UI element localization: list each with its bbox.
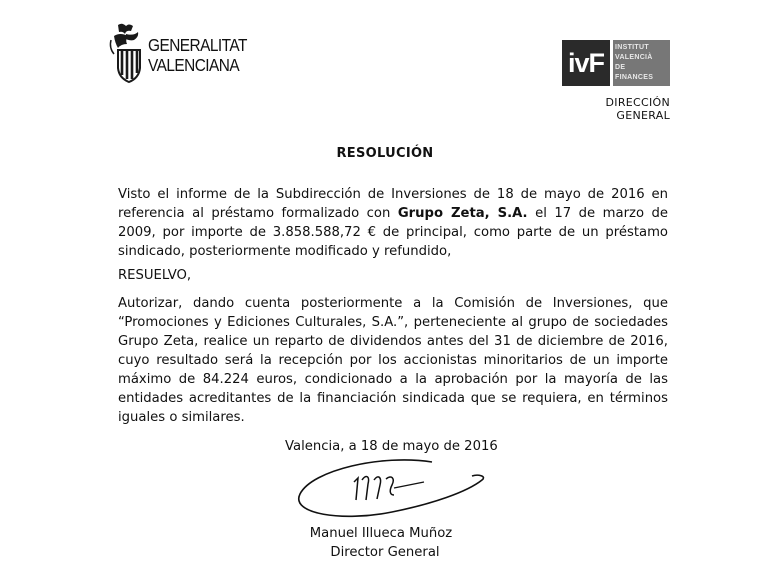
ivf-inst-line: INSTITUT	[615, 44, 649, 51]
ivf-logo	[562, 40, 670, 90]
signatory-name: Manuel Illueca Muñoz	[309, 526, 453, 541]
signatory-block	[0, 524, 770, 562]
paragraph-visto	[118, 185, 668, 261]
generalitat-wordmark	[148, 35, 247, 75]
resuelvo-heading: RESUELVO,	[118, 268, 192, 283]
department-label	[606, 96, 671, 122]
signatory-role: Director General	[330, 545, 440, 560]
generalitat-logo	[108, 22, 248, 92]
paragraph-autorizar: Autorizar, dando cuenta posteriormente a la Comisión de Inversiones, que “Promociones y Ediciones Culturales, S.A.”, perteneciente al grupo de sociedades Grupo Zeta, realice un reparto de dividendos antes del 31 de diciembre de 2016, cuyo resultado será la recepción por los accionistas minoritarios de un importe máximo de 84.224 euros, condicionado a la aprobación por la mayoría de las entidades acreditantes de la financiación sindicada que se requiera, en términos iguales o similares.	[118, 296, 668, 425]
ivf-institution-name	[613, 40, 670, 86]
ivf-inst-line: VALENCIÀ	[615, 54, 653, 61]
document-title: RESOLUCIÓN	[336, 146, 434, 161]
ivf-inst-line: FINANCES	[615, 74, 654, 81]
department-line-1: DIRECCIÓN	[605, 96, 670, 109]
logo-line-2: VALENCIANA	[148, 55, 240, 75]
company-name: Grupo Zeta, S.A.	[397, 206, 528, 221]
ivf-mark: ivF	[562, 40, 610, 86]
coat-of-arms-icon	[108, 22, 146, 86]
logo-line-1: GENERALITAT	[148, 35, 247, 55]
ivf-inst-line: DE	[615, 64, 626, 71]
handwritten-signature	[282, 452, 492, 527]
paragraph-text: el 17 de marzo de 2009, por importe de 3.858.588,72 € de principal, como parte de un préstamo sindicado, posteriormente modificado y refundido,	[118, 206, 669, 259]
place-date: Valencia, a 18 de mayo de 2016	[285, 439, 498, 454]
paragraph-text: Visto el informe de la Subdirección de Inversiones de 18 de mayo de 2016 en referencia al préstamo formalizado con	[118, 187, 668, 221]
department-line-2: GENERAL	[616, 109, 670, 122]
